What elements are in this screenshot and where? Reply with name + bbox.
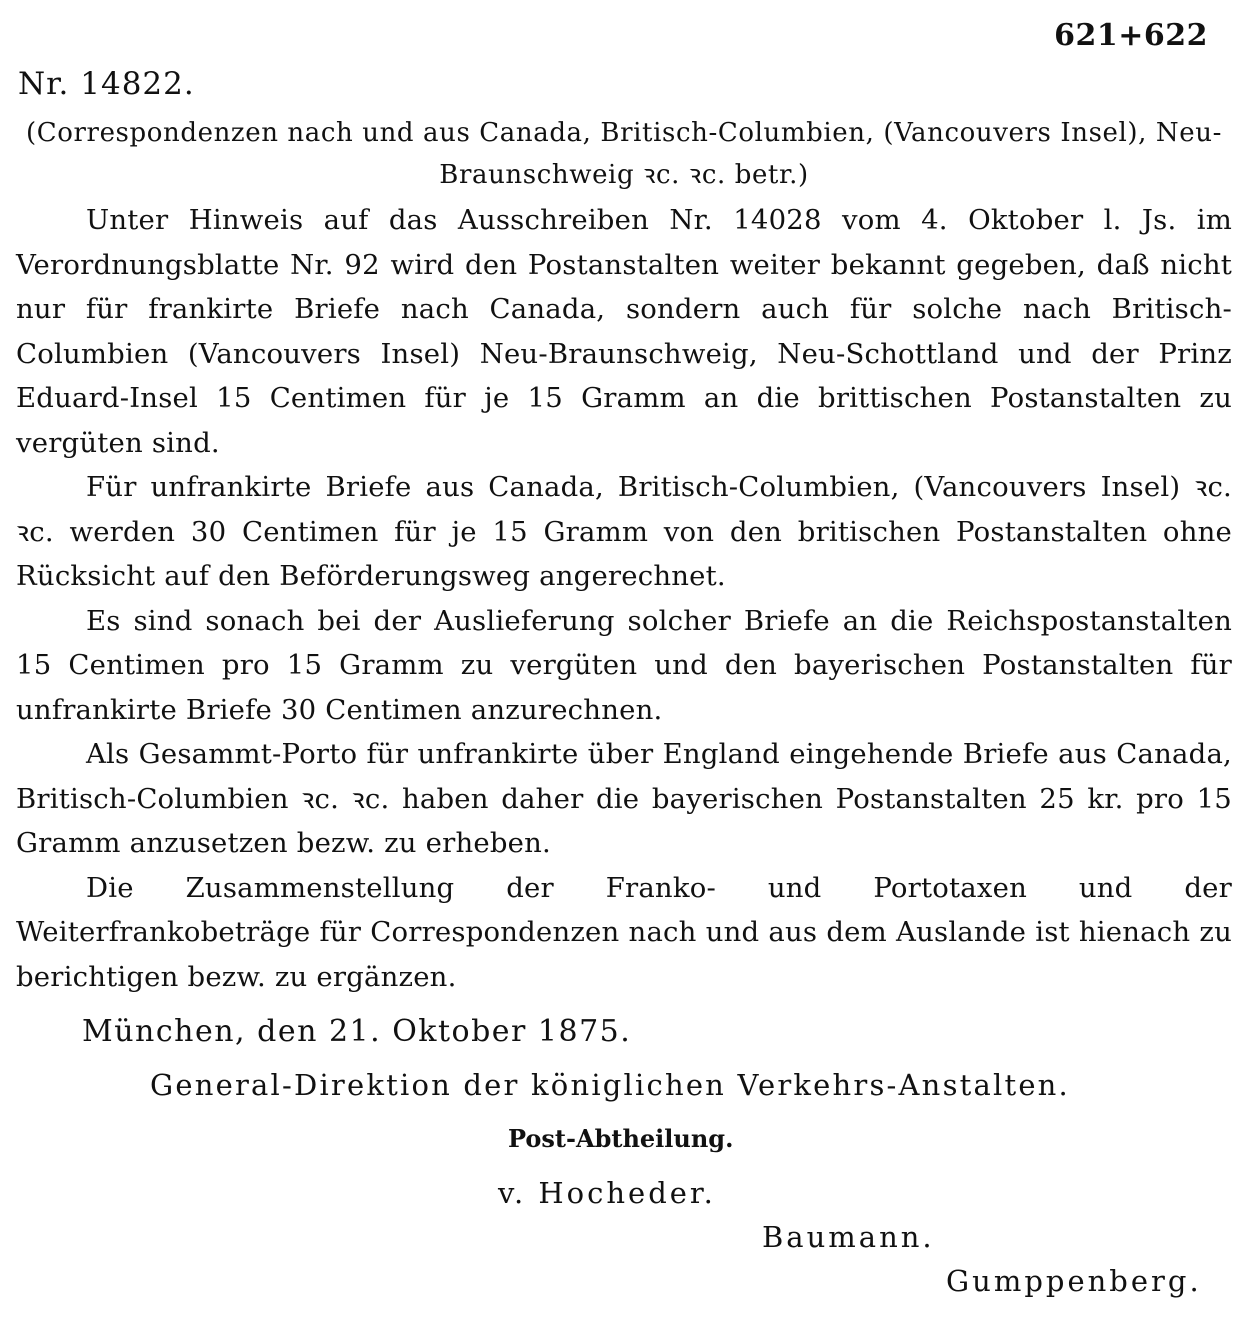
paragraph: Unter Hinweis auf das Ausschreiben Nr. 14028 vom 4. Oktober l. Js. im Verordnungsblatte Nr. 92 wird den Postanstalten weiter bekannt gegeben, daß nicht nur für frankirte Briefe nach Canada, sondern auch für solche nach Britisch-Columbien (Vancouvers Insel) Neu-Braunschweig, Neu-Schottland und der Prinz Eduard-Insel 15 Centimen für je 15 Gramm an die brittischen Postanstalten zu vergüten sind. bbox=[16, 204, 1232, 459]
signature-gumppenberg: Gumppenberg. bbox=[946, 1264, 1202, 1298]
place-date: München, den 21. Oktober 1875. bbox=[82, 1014, 632, 1049]
issuing-authority: General-Direktion der königlichen Verkehrs-Anstalten. bbox=[150, 1068, 1070, 1102]
paragraph: Für unfrankirte Briefe aus Canada, Britisch-Columbien, (Vancouvers Insel) ꝛc. ꝛc. werden 30 Centimen für je 15 Gramm von den britischen Postanstalten ohne Rücksicht auf den Beförderungsweg angerechnet. bbox=[16, 471, 1232, 592]
paragraph: Die Zusammenstellung der Franko- und Portotaxen und der Weiterfrankobeträge für Correspondenzen nach und aus dem Auslande ist hienach zu berichtigen bezw. zu ergänzen. bbox=[16, 871, 1232, 993]
subject-line: (Correspondenzen nach und aus Canada, Britisch-Columbien, (Vancouvers Insel), Neu-Braunschweig ꝛc. ꝛc. betr.) bbox=[26, 118, 1222, 190]
paragraph: Es sind sonach bei der Auslieferung solcher Briefe an die Reichspostanstalten 15 Centimen pro 15 Gramm zu vergüten und den bayerischen Postanstalten für unfrankirte Briefe 30 Centimen anzurechnen. bbox=[16, 604, 1232, 726]
paragraph: Als Gesammt-Porto für unfrankirte über England eingehende Briefe aus Canada, Britisch-Columbien ꝛc. ꝛc. haben daher die bayerischen Postanstalten 25 kr. pro 15 Gramm anzusetzen bezw. zu erheben. bbox=[16, 738, 1232, 859]
page-number: 621+622 bbox=[1054, 18, 1208, 53]
body-text bbox=[16, 198, 1232, 999]
document-number: Nr. 14822. bbox=[18, 66, 195, 102]
department: Post-Abtheilung. bbox=[508, 1124, 734, 1153]
signature-hocheder: v. Hocheder. bbox=[498, 1176, 716, 1210]
signature-baumann: Baumann. bbox=[762, 1220, 935, 1254]
